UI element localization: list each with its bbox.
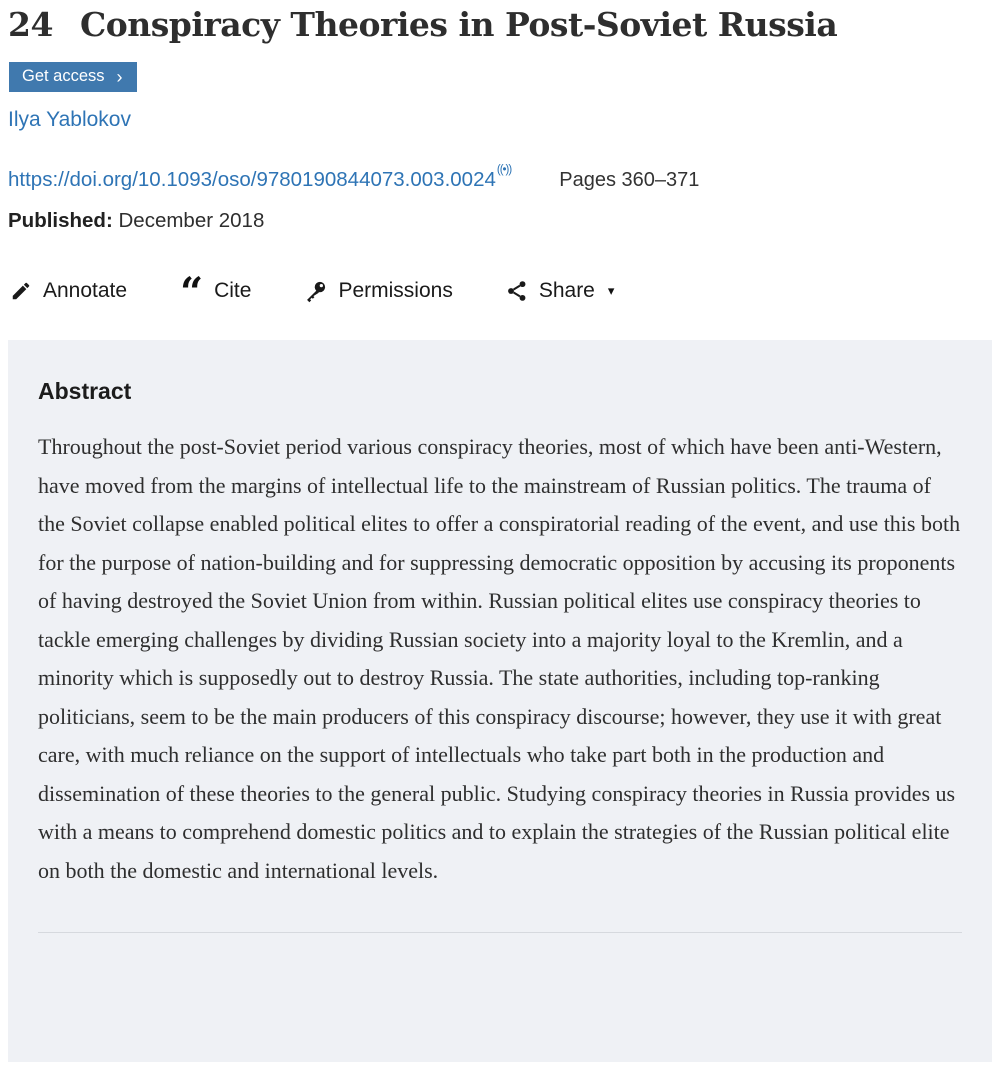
share-label: Share: [538, 279, 595, 302]
chapter-title: Conspiracy Theories in Post-Soviet Russia: [79, 5, 838, 44]
share-button[interactable]: [506, 279, 615, 303]
action-toolbar: [10, 269, 992, 316]
permissions-button[interactable]: [304, 279, 452, 303]
get-access-button[interactable]: [9, 62, 137, 92]
section-divider: [38, 932, 962, 933]
abstract-text: Throughout the post-Soviet period various conspiracy theories, most of which have been anti-Western, have moved from the margins of intellectual life to the mainstream of Russian politics. The trauma of the Soviet collapse enabled political elites to offer a conspiratorial reading of the event, and use this both for the purpose of nation-building and for suppressing democratic opposition by accusing its proponents of having destroyed the Soviet Union from within. Russian political elites use conspiracy theories to tackle emerging challenges by dividing Russian society into a majority loyal to the Kremlin, and a minority which is supposedly out to destroy Russia. The state authorities, including top-ranking politicians, seem to be the main producers of this conspiracy discourse; however, they use it with great care, with much reliance on the support of intellectuals who take part both in the production and dissemination of these theories to the general public. Studying conspiracy theories in Russia provides us with a means to comprehend domestic politics and to explain the strategies of the Russian political elite on both the domestic and international levels.: [38, 434, 961, 883]
author-row: [8, 108, 992, 132]
cite-label: Cite: [214, 279, 252, 302]
published-row: [8, 209, 992, 233]
pencil-icon: [10, 280, 32, 302]
chapter-number: 24: [8, 5, 53, 44]
published-label: Published:: [8, 209, 113, 232]
share-nodes-icon: [506, 280, 528, 302]
page-title: [8, 4, 992, 46]
author-link[interactable]: Ilya Yablokov: [8, 108, 131, 131]
page-range: Pages 360–371: [559, 169, 700, 191]
caret-down-icon: ▾: [607, 283, 615, 298]
annotate-label: Annotate: [43, 279, 128, 302]
quote-icon: “: [180, 269, 204, 316]
abstract-heading: Abstract: [38, 378, 132, 404]
altmetric-signal-icon: ((•)): [496, 163, 512, 176]
doi-row: [8, 163, 992, 192]
key-icon: [304, 280, 327, 303]
chevron-right-icon: ›: [116, 66, 123, 87]
cite-button[interactable]: [180, 269, 252, 316]
published-date: December 2018: [118, 209, 265, 232]
get-access-label: Get access: [22, 66, 105, 85]
abstract-section: [8, 340, 992, 1062]
annotate-button[interactable]: [10, 279, 127, 303]
doi-link[interactable]: https://doi.org/10.1093/oso/9780190844073.003.0024: [8, 168, 496, 191]
permissions-label: Permissions: [338, 279, 453, 302]
